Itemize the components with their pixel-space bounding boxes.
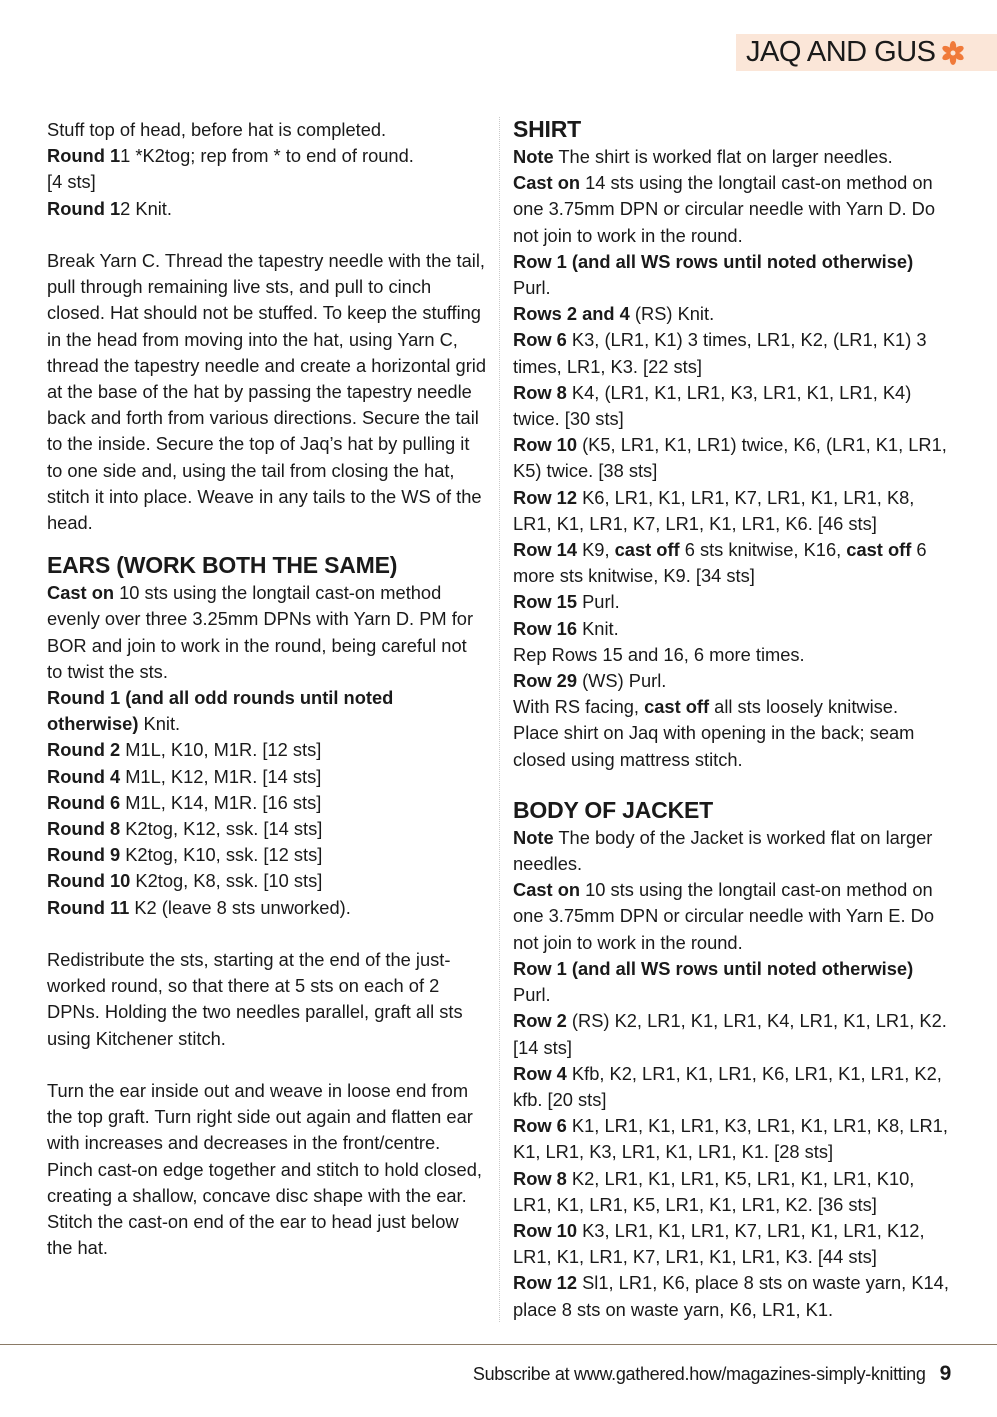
column-divider <box>499 117 501 1322</box>
pattern-round: Round 12 Knit. <box>47 197 172 219</box>
pattern-row: Row 6 K1, LR1, K1, LR1, K3, LR1, K1, LR1, K8, LR1, K1, LR1, K3, LR1, K1, LR1, K1. [28 sts] <box>513 1115 948 1163</box>
pattern-row: Row 12 Sl1, LR1, K6, place 8 sts on waste yarn, K14, place 8 sts on waste yarn, K6, LR1, K1. <box>513 1272 949 1320</box>
pattern-round: Round 4 M1L, K12, M1R. [14 sts] <box>47 765 322 787</box>
pattern-round: Round 11 *K2tog; rep from * to end of round. [4 sts] <box>47 145 414 193</box>
flower-icon <box>940 40 966 66</box>
pattern-row: Row 14 K9, cast off 6 sts knitwise, K16, cast off 6 more sts knitwise, K9. [34 sts] <box>513 539 927 587</box>
pattern-row: Rows 2 and 4 (RS) Knit. <box>513 303 715 325</box>
paragraph: Redistribute the sts, starting at the end of the just-worked round, so that there at 5 sts on each of 2 DPNs. Holding the two needles parallel, graft all sts using Kitchener stitch. <box>47 949 463 1049</box>
page-footer <box>473 1362 951 1386</box>
section-heading: SHIRT <box>513 116 582 142</box>
left-column <box>47 117 487 1261</box>
paragraph: With RS facing, cast off all sts loosely knitwise. <box>513 696 899 718</box>
note: Note The shirt is worked flat on larger needles. <box>513 146 893 167</box>
paragraph: Rep Rows 15 and 16, 6 more times. <box>513 643 805 665</box>
cast-on-instruction: Cast on 10 sts using the longtail cast-on method on one 3.75mm DPN or circular needle with Yarn E. Do not join to work in the round. <box>513 879 934 953</box>
right-column <box>513 117 958 1323</box>
pattern-row: Row 6 K3, (LR1, K1) 3 times, LR1, K2, (LR1, K1) 3 times, LR1, K3. [22 sts] <box>513 329 927 377</box>
pattern-row: Row 15 Purl. <box>513 591 620 613</box>
paragraph: Place shirt on Jaq with opening in the back; seam closed using mattress stitch. <box>513 722 915 770</box>
section-heading: BODY OF JACKET <box>513 796 713 823</box>
section-header-tab <box>736 34 997 71</box>
paragraph: Turn the ear inside out and weave in loose end from the top graft. Turn right side out again and flatten ear with increases and decreases in the front/centre. Pinch cast-on edge together and stitch to hold closed, creating a shallow, concave disc shape with the ear. Stitch the cast-on end of the ear to head just below the hat. <box>47 1080 482 1259</box>
pattern-row: Row 1 (and all WS rows until noted otherwise) Purl. <box>513 957 914 1006</box>
pattern-round: Round 2 M1L, K10, M1R. [12 sts] <box>47 739 322 761</box>
pattern-row: Row 12 K6, LR1, K1, LR1, K7, LR1, K1, LR1, K8, LR1, K1, LR1, K7, LR1, K1, LR1, K6. [46 sts] <box>513 486 915 534</box>
pattern-row: Row 2 (RS) K2, LR1, K1, LR1, K4, LR1, K1, LR1, K2. [14 sts] <box>513 1010 947 1058</box>
page-number: 9 <box>939 1362 951 1385</box>
section-heading: EARS (WORK BOTH THE SAME) <box>47 552 398 579</box>
pattern-row: Row 29 (WS) Purl. <box>513 670 667 692</box>
note: Note The body of the Jacket is worked flat on larger needles. <box>513 826 933 875</box>
subscribe-link[interactable]: Subscribe at www.gathered.how/magazines-simply-knitting <box>472 1364 926 1384</box>
pattern-round: Round 11 K2 (leave 8 sts unworked). <box>47 896 351 918</box>
paragraph: Break Yarn C. Thread the tapestry needle with the tail, pull through remaining live sts, and pull to cinch closed. Hat should not be stuffed. To keep the stuffing in the head from moving into the hat, using Yarn C, thread the tapestry needle and create a horizontal grid at the base of the hat by passing the tapestry needle back and forth from various directions. Secure the tail to the inside. Secure the top of Jaq’s hat by pulling it to one side and, using the tail from closing the hat, stitch it into place. Weave in any tails to the WS of the head. <box>47 250 487 534</box>
pattern-round: Round 9 K2tog, K10, ssk. [12 sts] <box>47 844 323 866</box>
footer-rule <box>0 1344 997 1345</box>
section-title: JAQ AND GUS <box>746 36 936 68</box>
pattern-row: Row 1 (and all WS rows until noted otherwise) Purl. <box>513 250 914 299</box>
paragraph: Stuff top of head, before hat is completed. <box>47 119 387 140</box>
pattern-round: Round 1 (and all odd rounds until noted otherwise) Knit. <box>47 687 394 735</box>
pattern-round: Round 8 K2tog, K12, ssk. [14 sts] <box>47 818 323 840</box>
cast-on-instruction: Cast on 14 sts using the longtail cast-on method on one 3.75mm DPN or circular needle with Yarn D. Do not join to work in the round. <box>513 172 936 246</box>
cast-on-instruction: Cast on 10 sts using the longtail cast-on method evenly over three 3.25mm DPNs with Yarn D. PM for BOR and join to work in the round, being careful not to twist the sts. <box>47 582 474 682</box>
pattern-row: Row 4 Kfb, K2, LR1, K1, LR1, K6, LR1, K1, LR1, K2, kfb. [20 sts] <box>513 1062 942 1110</box>
pattern-round: Round 10 K2tog, K8, ssk. [10 sts] <box>47 870 323 892</box>
pattern-row: Row 10 (K5, LR1, K1, LR1) twice, K6, (LR1, K1, LR1, K5) twice. [38 sts] <box>513 434 947 482</box>
pattern-row: Row 10 K3, LR1, K1, LR1, K7, LR1, K1, LR1, K12, LR1, K1, LR1, K7, LR1, K1, LR1, K3. [44 sts] <box>513 1219 925 1268</box>
pattern-round: Round 6 M1L, K14, M1R. [16 sts] <box>47 791 322 813</box>
pattern-row: Row 16 Knit. <box>513 617 619 639</box>
pattern-row: Row 8 K2, LR1, K1, LR1, K5, LR1, K1, LR1, K10, LR1, K1, LR1, K5, LR1, K1, LR1, K2. [36 sts] <box>513 1167 915 1215</box>
pattern-row: Row 8 K4, (LR1, K1, LR1, K3, LR1, K1, LR1, K4) twice. [30 sts] <box>513 381 912 430</box>
